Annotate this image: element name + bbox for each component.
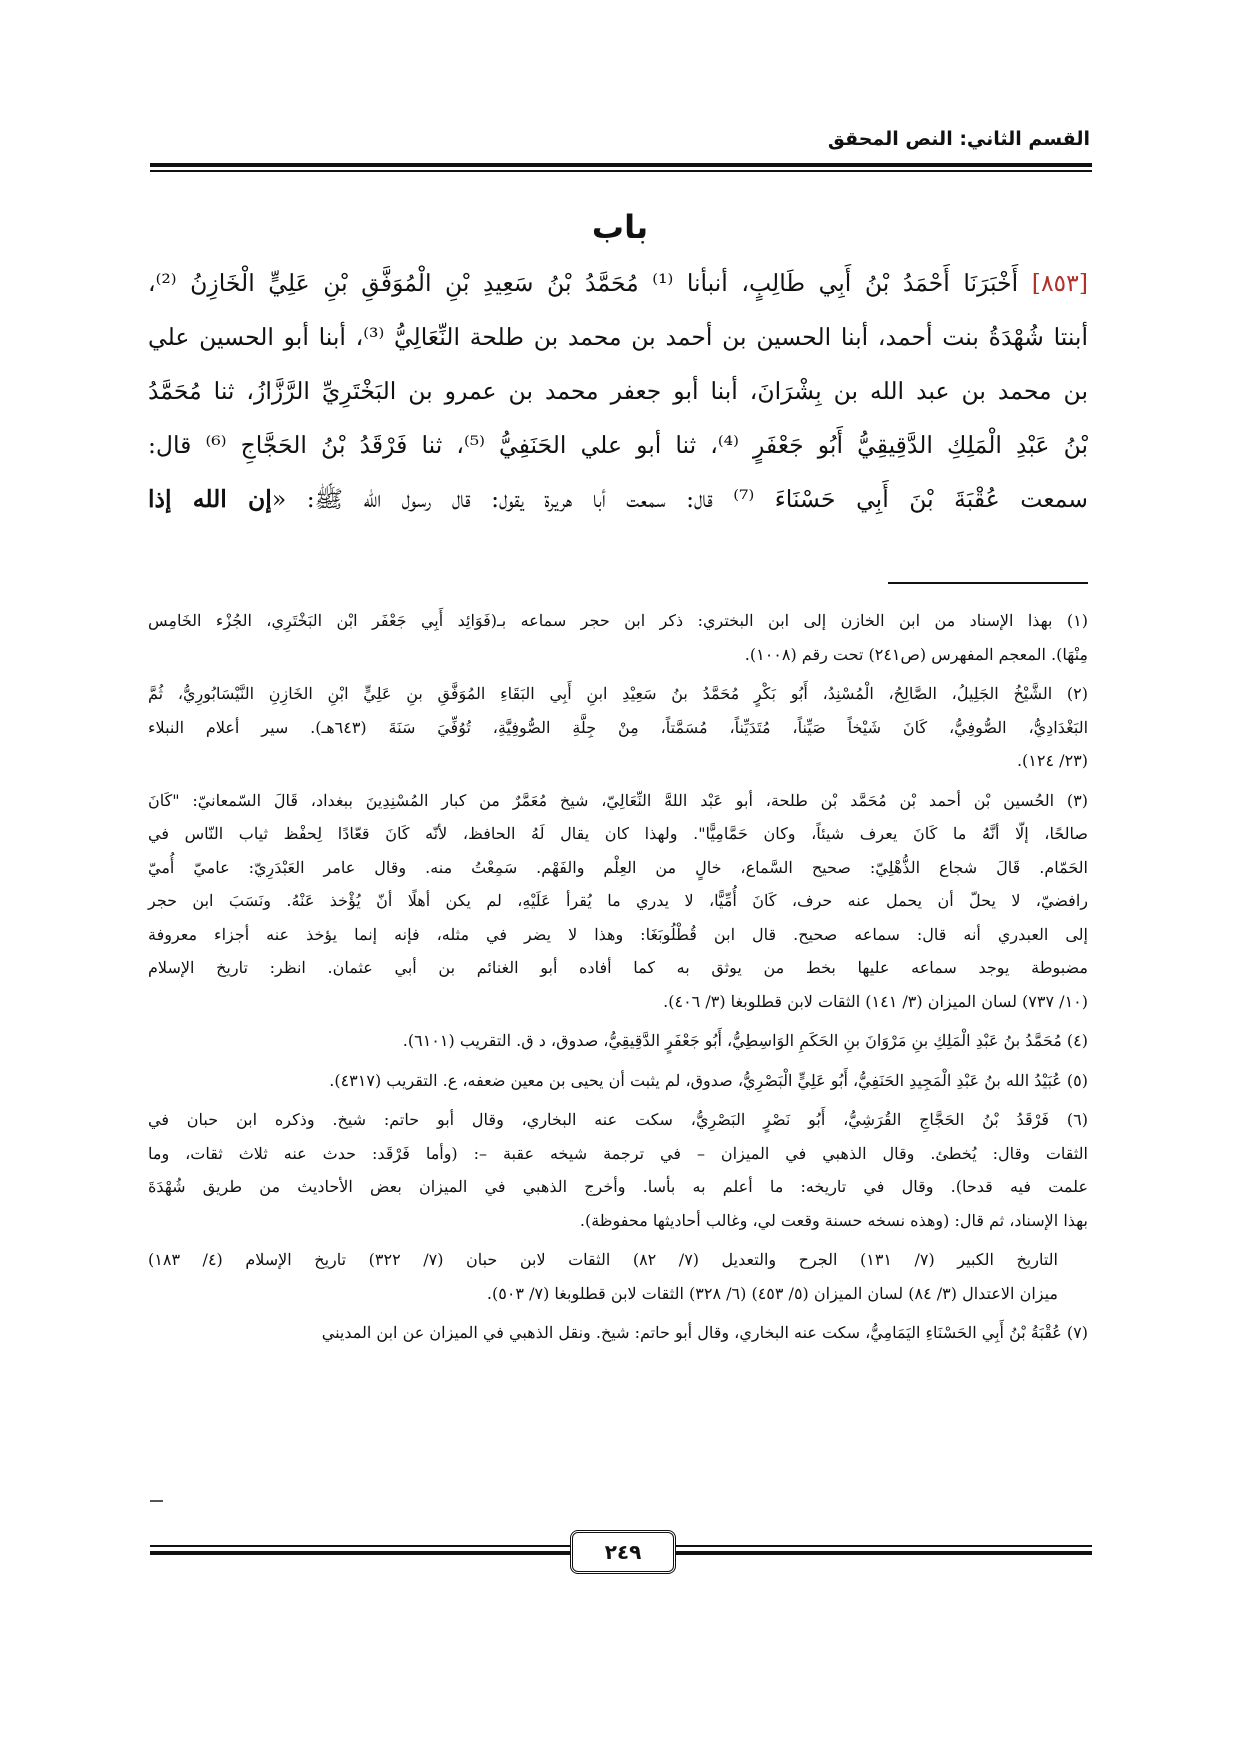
footnote-line: إلى العبدري أنه قال: سماعه صحيح. قال ابن قُطْلُوبَغَا: وهذا لا يضر في مثله، فإنه إنما يؤخذ عنه أجزاء معروفة: [148, 924, 1088, 944]
footnote-line: (١٠/ ٧٣٧) لسان الميزان (٣/ ١٤١) الثقات لابن قطلوبغا (٣/ ٤٠٦).: [663, 991, 1088, 1011]
hadith-quote-bold: إن الله إذا: [148, 485, 272, 513]
main-text-line: [148, 256, 1088, 310]
footnote-line: (٤) مُحَمَّدُ بنُ عَبْدِ الْمَلِكِ بنِ مَرْوَانَ بنِ الحَكَمِ الوَاسِطِيُّ، أَبُو جَعْفَرٍ الدَّقِيقِيُّ، صدوق، د ق. التقريب (٦١٠١).: [402, 1031, 1088, 1050]
footnote-line: (٧) عُقْبَةُ بْنُ أَبِي الحَسْنَاءِ اليَمَامِيُّ، سكت عنه البخاري، وقال أبو حاتم: شيخ. ونقل الذهبي في الميزان عن ابن المديني: [321, 1323, 1088, 1342]
footnote-line: مِنْهَا). المعجم المفهرس (ص٢٤١) تحت رقم (١٠٠٨).: [744, 644, 1088, 664]
header-rule-thick: [150, 163, 1092, 167]
footnote-separator: [888, 582, 1088, 584]
main-text: [148, 256, 1088, 526]
main-text-content: أَخْبَرَنَا أَحْمَدُ بْنُ أَبِي طَالِبٍ، أنبأنا ⁽¹⁾ مُحَمَّدُ بْنُ سَعِيدِ بْنِ الْمُوَفَّقِ بْنِ عَلِيٍّ الْخَازِنُ ⁽²⁾،: [148, 269, 1032, 297]
footnote: [148, 784, 1088, 1019]
main-text-line: [148, 364, 1088, 418]
footnote-line: مضبوطة يوجد سماعه عليها بخط من يوثق به كما أفاده أبو الغنائم بن أبي عثمان. انظر: تاريخ الإسلام: [148, 958, 1088, 977]
footnote-line: الحَمّام. قَالَ شجاع الذُّهْلِيّ: صحيح السَّماع، خالٍ من العِلْم والفَهْم. سَمِعْتُ منه. وقال عامر العَبْدَرِيّ: عاميّ أُميّ: [148, 857, 1088, 877]
footnote-line: (٢) الشَّيْخُ الجَلِيلُ، الصَّالِحُ، الْمُسْنِدُ، أَبُو بَكْرٍ مُحَمَّدُ بنُ سَعِيْدِ ابنِ أَبِي البَقَاءِ المُوَفَّقِ بنِ عَلِيٍّ ابْنِ الخَازِنِ النَّيْسَابُورِيُّ، ثُمَّ: [148, 684, 1088, 703]
footnote-line: رافضيّ، لا يحلّ أن يحمل عنه حرف، كَانَ أُمِّيًّا، لا يدري ما يُقرأ عَلَيْهِ، لم يكن أهلًا أنّ يُؤْخذ عَنْهُ. ونَسَبَ ابن حجر: [148, 891, 1088, 910]
footnote: [148, 1103, 1088, 1237]
main-text-line: [148, 472, 1088, 526]
footnote-line: الثقات وقال: يُخطئ. وقال الذهبي في الميزان – في ترجمة شيخه عقبة –: (وأما فَرْقَد: حدث عنه ثلاث ثقات، وما: [148, 1143, 1088, 1163]
continuation-dash: [150, 1500, 163, 1502]
footnote-line: بهذا الإسناد، ثم قال: (وهذه نسخه حسنة وقعت لي، وغالب أحاديثها محفوظة).: [579, 1210, 1088, 1230]
footnote-line: (٣) الحُسين بْن أحمد بْن مُحَمَّد بْن طلحة، أبو عَبْد اللهَّ النِّعَالِيّ، شيخ مُعَمَّرٌ من كبار المُسْنِدِينَ ببغداد، قَالَ السّمعانيّ: "كَانَ: [148, 790, 1088, 810]
footnote: [148, 1024, 1088, 1058]
footnote: [148, 1064, 1088, 1098]
footnote: [148, 1316, 1088, 1350]
footnotes: [148, 604, 1088, 1356]
footnote: [148, 604, 1088, 671]
main-text-content: بْنُ عَبْدِ الْمَلِكِ الدَّقِيقِيُّ أَبُو جَعْفَرٍ ⁽⁴⁾، ثنا أبو علي الحَنَفِيُّ ⁽⁵⁾، ثنا فَرْقَدُ بْنُ الحَجَّاجِ ⁽⁶⁾ قال:: [148, 431, 1088, 459]
main-text-content: أبنتا شُهْدَةُ بنت أحمد، أبنا الحسين بن أحمد بن محمد بن طلحة النِّعَالِيُّ ⁽³⁾، أبنا أبو الحسين علي: [148, 323, 1088, 351]
main-text-line: [148, 310, 1088, 364]
hadith-number: [٨٥٣]: [1031, 269, 1088, 297]
main-text-content: بن محمد بن عبد الله بن بِشْرَانَ، أبنا أبو جعفر محمد بن عمرو بن البَخْتَرِيِّ الرَّزَّازُ، ثنا مُحَمَّدُ: [148, 377, 1088, 405]
footnote-line: (٢٣/ ١٢٤).: [1016, 751, 1088, 770]
main-text-content: سمعت عُقْبَةَ بْنَ أَبِي حَسْنَاءَ ⁽⁷⁾ قال: سمعت أبا هريرة يقول: قال رسول الله ﷺ: «: [271, 485, 1088, 513]
footnote-line: البَغْدَادِيُّ، الصُّوفِيُّ، كَانَ شَيْخاً صَيِّناً، مُتَدَيِّناً، مُسَمَّتاً، مِنْ جِلَّةِ الصُّوفِيَّةِ، تُوُفِّيَ سَنَةَ (٦٤٣هـ). سير أعلام النبلاء: [148, 717, 1089, 737]
chapter-title: باب: [591, 208, 649, 246]
main-text-line: [148, 418, 1088, 472]
footnote-line: التاريخ الكبير (٧/ ١٣١) الجرح والتعديل (٧/ ٨٢) الثقات لابن حبان (٧/ ٣٢٢) تاريخ الإسلام (٤/ ١٨٣): [148, 1250, 1058, 1269]
footnote: [148, 677, 1088, 778]
header-rule-thin: [150, 170, 1092, 172]
footnote-line: (٦) فَرْقَدُ بْنُ الحَجَّاجِ القُرَشِيُّ، أَبُو نَصْرٍ البَصْرِيُّ، سكت عنه البخاري، وقال أبو حاتم: شيخ. وذكره ابن حبان في: [148, 1110, 1088, 1129]
footnote-line: ميزان الاعتدال (٣/ ٨٤) لسان الميزان (٥/ ٤٥٣) (٦/ ٣٢٨) الثقات لابن قطلوبغا (٧/ ٥٠٣).: [486, 1283, 1058, 1303]
footnote-line: (١) بهذا الإسناد من ابن الخازن إلى ابن البختري: ذكر ابن حجر سماعه بـ(فَوَائِد أَبِي جَعْفَر ابْن البَخْتَرِي، الجُزْء الخَامِس: [148, 611, 1088, 630]
footnote-line: صالحًا، إلّا أنَّهُ ما كَانَ يعرف شيئاً، وكان حَمَّامِيًّا". ولهذا كان يقال لَهُ الحافظ، لأنّه كَانَ قعّادًا لِحفْظ ثياب النّاس في: [148, 824, 1088, 843]
footnote: [148, 1243, 1088, 1310]
footnote-line: علمت فيه قدحا). وقال في تاريخه: ما أعلم به بأسا. وأخرج الذهبي في الميزان بعض الأحاديث من طريق شُهْدَةَ: [148, 1177, 1088, 1196]
page-number: ٢٤٩: [570, 1530, 676, 1574]
running-header: القسم الثاني: النص المحقق: [827, 128, 1090, 150]
footnote-line: (٥) عُبَيْدُ الله بنُ عَبْدِ الْمَجِيدِ الحَنَفِيُّ، أَبُو عَلِيٍّ الْبَصْرِيُّ، صدوق، لم يثبت أن يحيى بن معين ضعفه، ع. التقريب (٤٣١٧).: [329, 1070, 1088, 1090]
